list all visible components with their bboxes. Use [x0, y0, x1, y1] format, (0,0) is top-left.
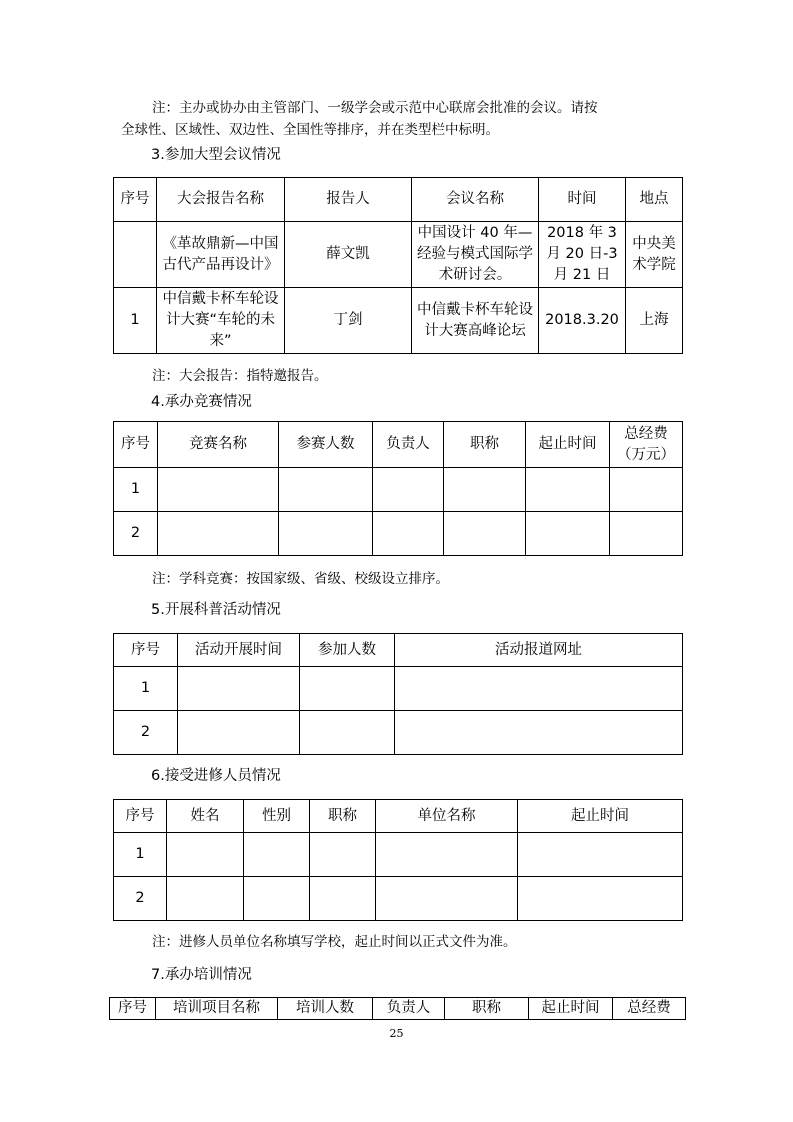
col-header-person-in-charge: 负责人	[373, 998, 445, 1020]
page-number: 25	[389, 1027, 404, 1040]
cell-conference-name: 中国设计 40 年—经验与模式国际学术研讨会。	[412, 222, 539, 288]
col-header-location: 地点	[626, 178, 683, 222]
cell-index: 1	[114, 833, 167, 877]
cell-report-name: 《革故鼎新—中国古代产品再设计》	[157, 222, 285, 288]
col-header-training-name: 培训项目名称	[156, 998, 278, 1020]
col-header-report-name: 大会报告名称	[157, 178, 285, 222]
cell-index: 1	[114, 468, 158, 512]
col-header-trainees: 培训人数	[278, 998, 373, 1020]
col-header-person-in-charge: 负责人	[373, 422, 444, 468]
cell-index: 1	[114, 667, 178, 711]
section3-title: 3.参加大型会议情况	[151, 147, 281, 163]
note-top-line1: 注：主办或协办由主管部门、一级学会或示范中心联席会批准的会议。请按	[152, 100, 598, 116]
col-header-conference-name: 会议名称	[412, 178, 539, 222]
table-row	[114, 877, 683, 921]
col-header-index: 序号	[114, 422, 158, 468]
col-header-title: 职称	[310, 800, 376, 833]
cell-index: 2	[114, 512, 158, 556]
table-row	[114, 468, 683, 512]
col-header-index: 序号	[110, 998, 156, 1020]
col-header-total-funds: 总经费	[613, 998, 686, 1020]
col-header-name: 姓名	[167, 800, 244, 833]
cell-conference-name: 中信戴卡杯车轮设计大赛高峰论坛	[412, 288, 539, 354]
table-row	[114, 667, 683, 711]
col-header-attendees: 参加人数	[300, 634, 395, 667]
training-table	[109, 997, 686, 1020]
col-header-time: 时间	[539, 178, 626, 222]
section7-title: 7.承办培训情况	[151, 967, 252, 983]
col-header-title: 职称	[444, 422, 526, 468]
col-header-title: 职称	[445, 998, 529, 1020]
col-header-period: 起止时间	[518, 800, 683, 833]
col-header-reporter: 报告人	[285, 178, 412, 222]
competition-table	[113, 421, 683, 556]
section4-note: 注：学科竞赛：按国家级、省级、校级设立排序。	[152, 571, 449, 587]
cell-reporter: 薛文凯	[285, 222, 412, 288]
cell-reporter: 丁剑	[285, 288, 412, 354]
col-header-gender: 性别	[244, 800, 310, 833]
col-header-period: 起止时间	[526, 422, 610, 468]
cell-index: 2	[114, 711, 178, 755]
table-row	[114, 222, 683, 288]
note-top-line2: 全球性、区域性、双边性、全国性等排序，并在类型栏中标明。	[121, 122, 499, 138]
outreach-table	[113, 633, 683, 755]
trainee-table	[113, 799, 683, 921]
table-row	[114, 288, 683, 354]
cell-report-name: 中信戴卡杯车轮设计大赛“车轮的未来”	[157, 288, 285, 354]
section4-title: 4.承办竞赛情况	[151, 394, 252, 410]
cell-index: 1	[114, 288, 157, 354]
cell-time: 2018 年 3 月 20 日-3 月 21 日	[539, 222, 626, 288]
section6-note: 注：进修人员单位名称填写学校，起止时间以正式文件为准。	[152, 934, 517, 950]
cell-location: 上海	[626, 288, 683, 354]
col-header-activity-time: 活动开展时间	[178, 634, 300, 667]
col-header-total-funds: 总经费（万元）	[610, 422, 683, 468]
conference-table	[113, 177, 683, 354]
cell-index: 2	[114, 877, 167, 921]
table-row	[114, 512, 683, 556]
col-header-index: 序号	[114, 800, 167, 833]
table-row	[114, 833, 683, 877]
col-header-index: 序号	[114, 634, 178, 667]
col-header-index: 序号	[114, 178, 157, 222]
col-header-report-url: 活动报道网址	[395, 634, 683, 667]
col-header-unit-name: 单位名称	[376, 800, 518, 833]
cell-time: 2018.3.20	[539, 288, 626, 354]
col-header-participants: 参赛人数	[279, 422, 373, 468]
section3-note: 注：大会报告：指特邀报告。	[152, 368, 328, 384]
col-header-period: 起止时间	[529, 998, 613, 1020]
cell-index	[114, 222, 157, 288]
cell-location: 中央美术学院	[626, 222, 683, 288]
section6-title: 6.接受进修人员情况	[151, 768, 281, 784]
table-row	[114, 711, 683, 755]
section5-title: 5.开展科普活动情况	[151, 602, 281, 618]
col-header-competition-name: 竞赛名称	[158, 422, 279, 468]
